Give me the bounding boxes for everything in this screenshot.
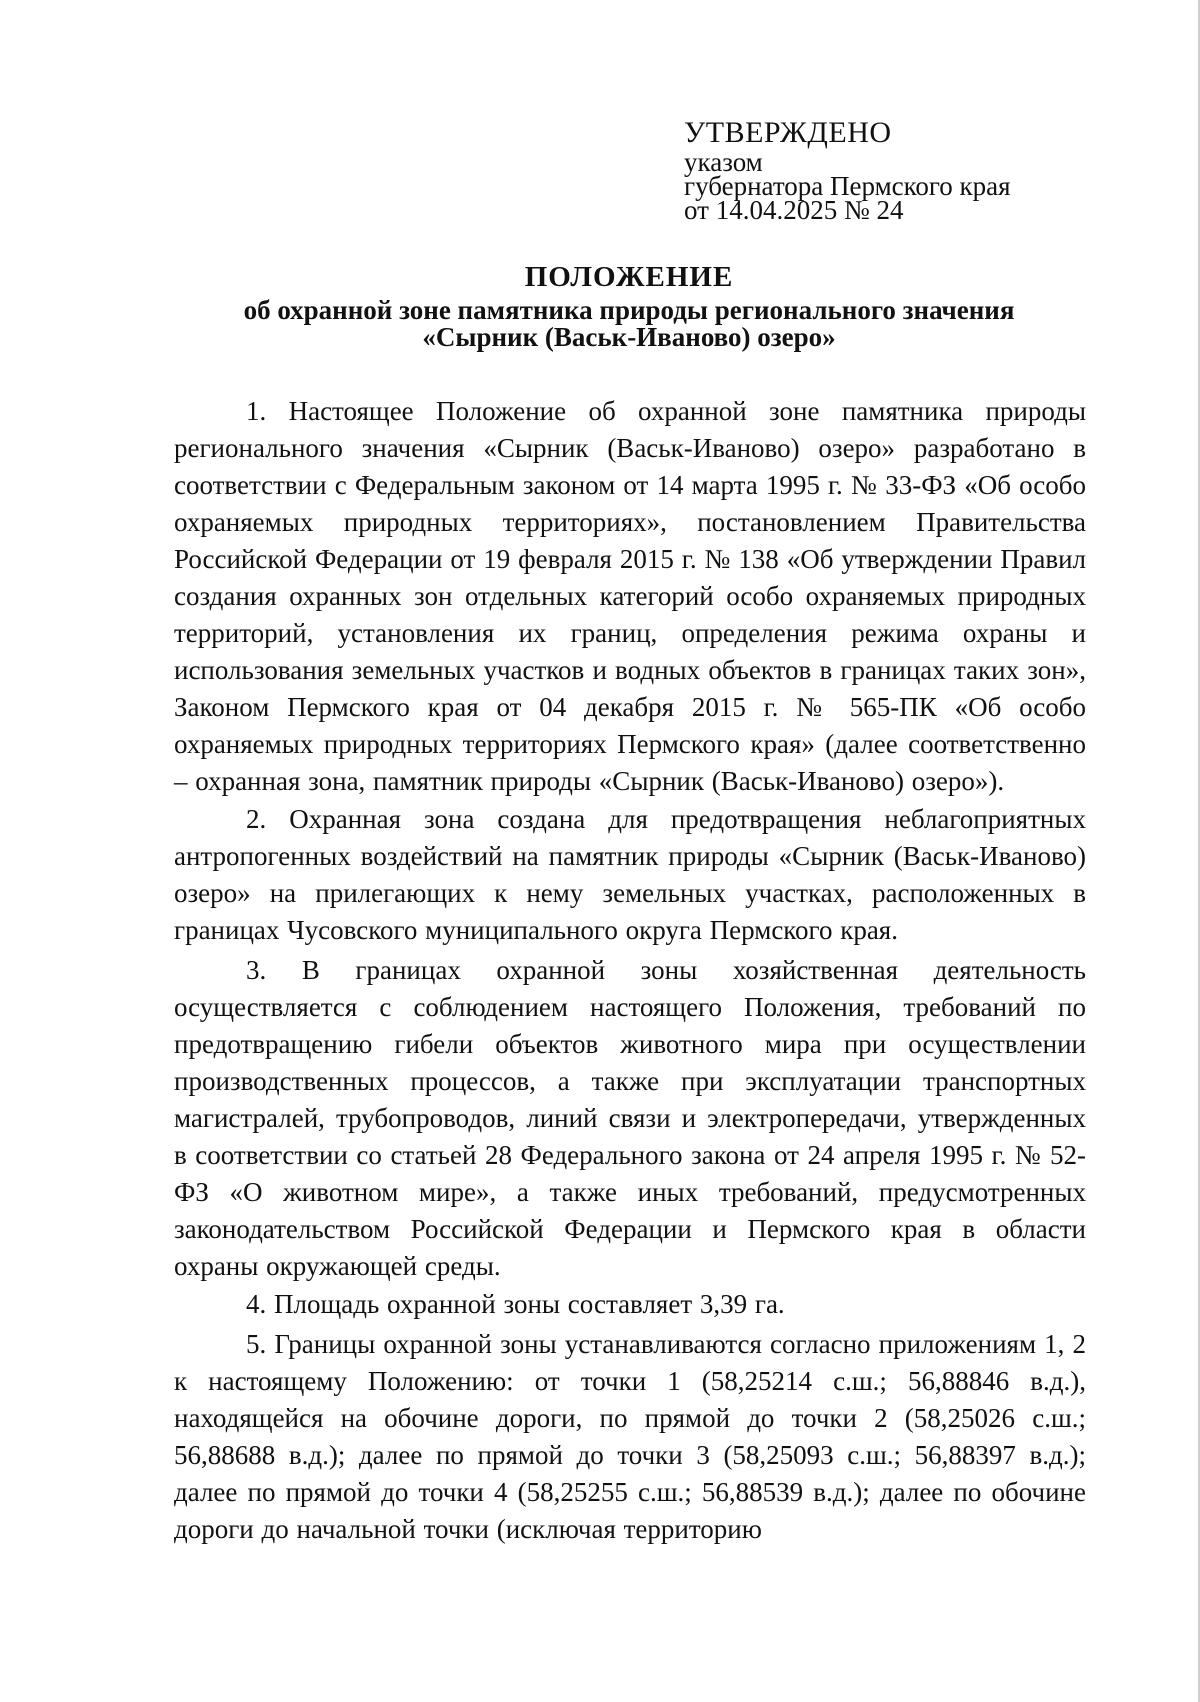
paragraph-3: 3. В границах охранной зоны хозяйственная деятельность осуществляется с соблюдением настоящего Положения, требований по предотвращению гибели объектов животного мира при осуществлении производственных процессов, а также при эксплуатации транспортных магистралей, трубопроводов, линий связи и электропередачи, утвержденных в соответствии со статьей 28 Федерального закона от 24 апреля 1995 г. № 52-ФЗ «О животном мире», а также иных требований, предусмотренных законодательством Российской Федерации и Пермского края в области охраны окружающей среды. bbox=[174, 955, 1086, 1281]
approval-stamp bbox=[684, 116, 1104, 225]
paragraph-1: 1. Настоящее Положение об охранной зоне памятника природы регионального значения «Сырник (Васьк-Иваново) озеро» разработано в соответствии с Федеральным законом от 14 марта 1995 г. № 33-ФЗ «Об особо охраняемых природных территориях», постановлением Правительства Российской Федерации от 19 февраля 2015 г. № 138 «Об утверждении Правил создания охранных зон отдельных категорий особо охраняемых природных территорий, установления их границ, определения режима охраны и использования земельных участков и водных объектов в границах таких зон», Законом Пермского края от 04 декабря 2015 г. № 565-ПК «Об особо охраняемых природных территориях Пермского края» (далее соответственно – охранная зона, памятник природы «Сырник (Васьк-Иваново) озеро»). bbox=[174, 396, 1086, 796]
paragraph-4: 4. Площадь охранной зоны составляет 3,39 га. bbox=[246, 1289, 785, 1319]
document-subtitle-line-1: об охранной зоне памятника природы регионального значения bbox=[243, 295, 1015, 325]
approval-heading: УТВЕРЖДЕНО bbox=[684, 116, 892, 149]
document-subtitle-line-2: «Сырник (Васьк-Иваново) озеро» bbox=[422, 322, 836, 352]
approval-line-1: указом bbox=[684, 147, 763, 177]
approval-line-2: губернатора Пермского края bbox=[684, 171, 1011, 201]
document-title: ПОЛОЖЕНИЕ bbox=[524, 261, 734, 293]
document-title-block bbox=[174, 258, 1084, 350]
approval-line-3: от 14.04.2025 № 24 bbox=[684, 195, 904, 225]
paragraph-2: 2. Охранная зона создана для предотвращения неблагоприятных антропогенных воздействий на памятник природы «Сырник (Васьк-Иваново) озеро» на прилегающих к нему земельных участках, расположенных в границах Чусовского муниципального округа Пермского края. bbox=[174, 804, 1086, 945]
paragraph-5: 5. Границы охранной зоны устанавливаются согласно приложениям 1, 2 к настоящему Положению: от точки 1 (58,25214 с.ш.; 56,88846 в.д.), находящейся на обочине дороги, по прямой до точки 2 (58,25026 с.ш.; 56,88688 в.д.); далее по прямой до точки 3 (58,25093 с.ш.; 56,88397 в.д.); далее по прямой до точки 4 (58,25255 с.ш.; 56,88539 в.д.); далее по обочине дороги до начальной точки (исключая территорию bbox=[174, 1329, 1086, 1544]
document-body bbox=[174, 393, 1086, 1548]
